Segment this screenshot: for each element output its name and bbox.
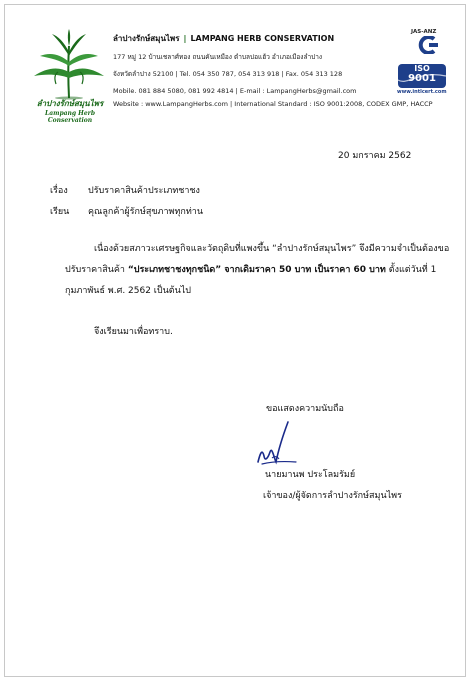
body-paragraph-line-1 — [94, 243, 449, 255]
para-2-text: ปรับราคาสินค้า — [65, 265, 128, 275]
certification-mark-icon — [412, 36, 440, 54]
para-1-text-end: จึงมีความจำเป็นต้องขอ — [356, 244, 450, 254]
org-name-separator: | — [183, 34, 187, 43]
subject-text: ปรับราคาสินค้าประเภทชาชง — [88, 186, 200, 196]
body-paragraph-line-3: กุมภาพันธ์ พ.ศ. 2562 เป็นต้นไป — [65, 286, 191, 296]
closing-text: จึงเรียนมาเพื่อทราบ. — [94, 327, 173, 337]
para-2-text-end: ตั้งแต่วันที่ 1 — [385, 265, 437, 275]
contact-line-1: Mobile. 081 884 5080, 081 992 4814 | E-mail : LampangHerbs@gmail.com — [113, 87, 357, 95]
signer-name: นายมานพ ประโลมรัมย์ — [265, 470, 356, 480]
signature-icon — [252, 418, 300, 468]
letter-date: 20 มกราคม 2562 — [338, 151, 412, 161]
accreditation-label: JAS-ANZ — [411, 29, 437, 35]
recipient-label: เรียน — [50, 207, 70, 217]
iso-label: ISO — [414, 64, 430, 73]
herb-logo-icon — [28, 28, 110, 100]
iso-badge-text — [398, 64, 446, 84]
subject-label: เรื่อง — [50, 186, 68, 196]
address-line-1: 177 หมู่ 12 บ้านเชลาศ์ทอง ถนนคันเหมือง ตำบลบ่อแฮ้ว อำเภอเมืองลำปาง — [113, 53, 323, 61]
contact-line-2: Website : www.LampangHerbs.com | International Standard : ISO 9001:2008, CODEX GMP, HACCP — [113, 100, 433, 108]
org-name-th: ลำปางรักษ์สมุนไพร — [113, 34, 180, 43]
logo-caption-th: ลำปางรักษ์สมุนไพร — [36, 98, 104, 108]
para-2-price-change: “ประเภทชาชงทุกชนิด” จากเดิมราคา 50 บาท เป็นราคา 60 บาท — [127, 265, 386, 275]
recipient-text: คุณลูกค้าผู้รักษ์สุขภาพทุกท่าน — [88, 207, 203, 217]
signer-title: เจ้าของ/ผู้จัดการลำปางรักษ์สมุนไพร — [263, 491, 402, 501]
para-1-text: เนื่องด้วยสภาวะเศรษฐกิจและวัตถุดิบที่แพงขึ้น — [94, 244, 273, 254]
logo-caption-en: Lampang Herb Conservation — [44, 110, 96, 124]
cert-url: www.intlcert.com — [397, 89, 447, 95]
org-name-line — [113, 32, 334, 45]
logo-caption — [24, 97, 116, 124]
para-1-brand: “ลำปางรักษ์สมุนไพร” — [272, 244, 357, 254]
iso-number: 9001 — [408, 73, 436, 84]
address-line-2: จังหวัดลำปาง 52100 | Tel. 054 350 787, 054 313 918 | Fax. 054 313 128 — [113, 70, 343, 78]
body-paragraph-line-2 — [65, 264, 436, 276]
regards-text: ขอแสดงความนับถือ — [266, 404, 344, 414]
org-name-en: LAMPANG HERB CONSERVATION — [190, 34, 335, 43]
